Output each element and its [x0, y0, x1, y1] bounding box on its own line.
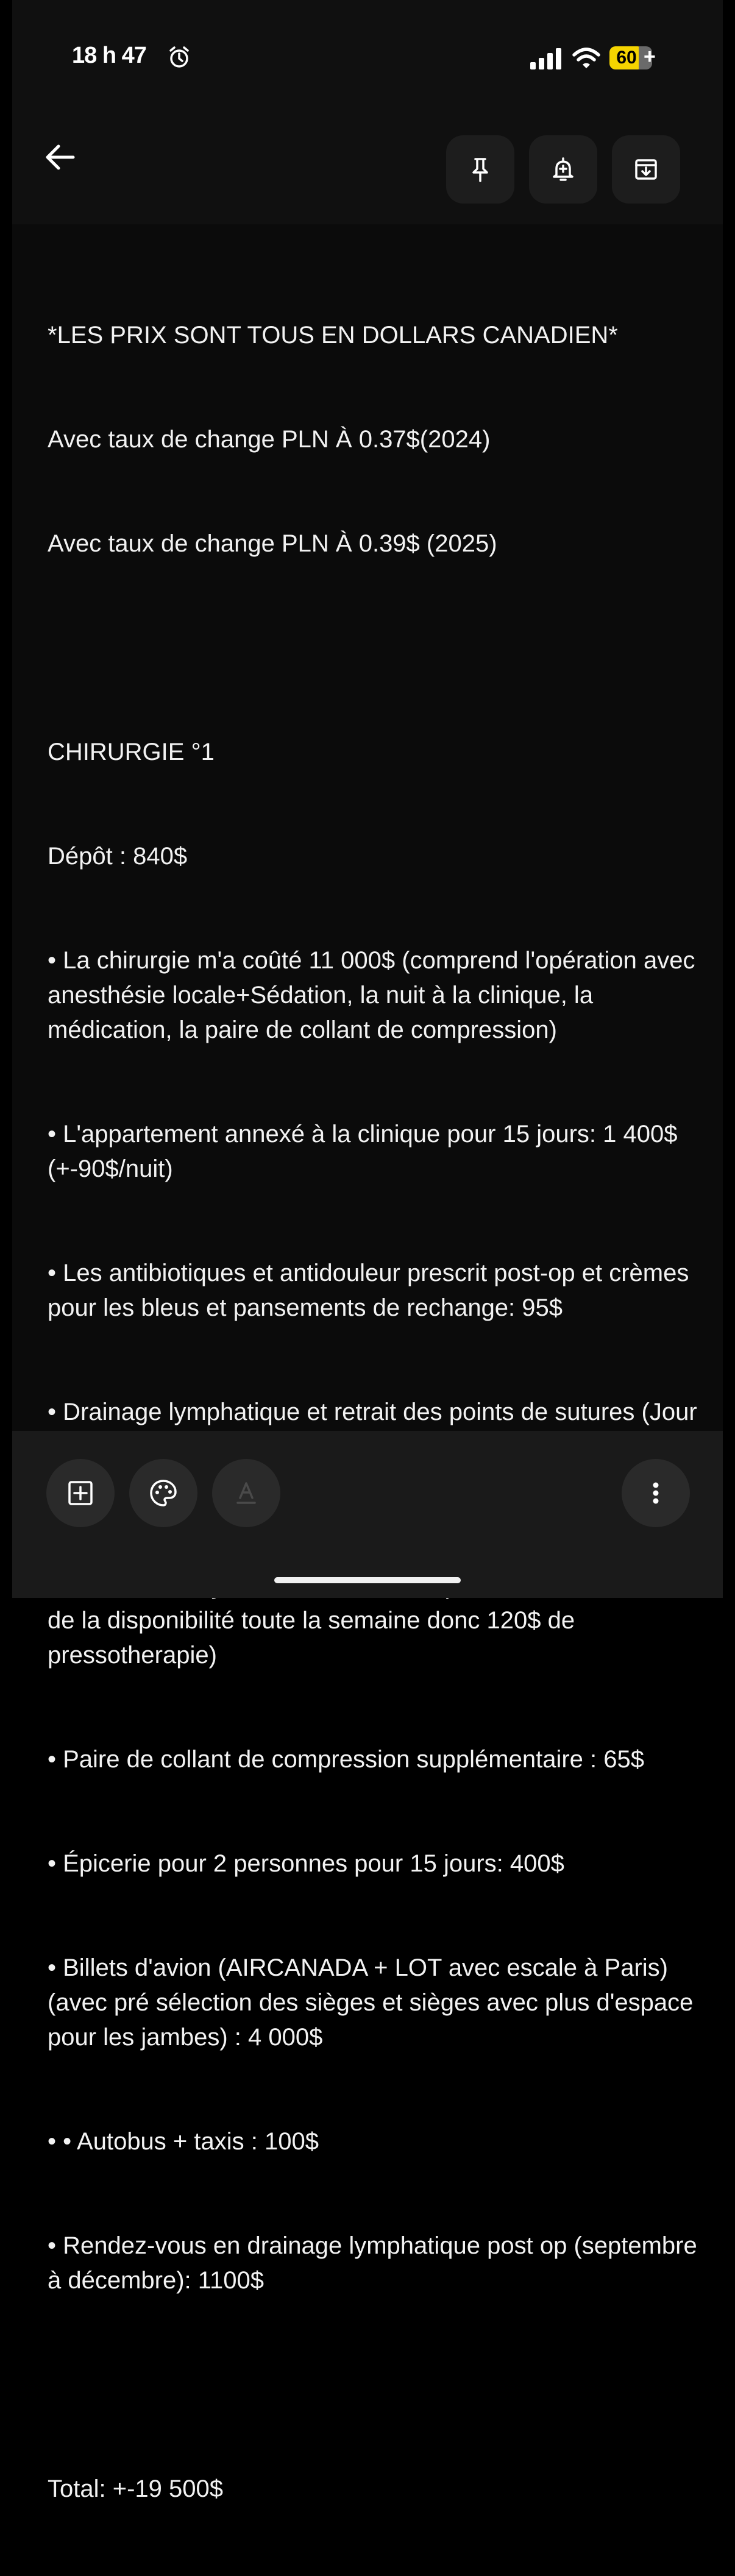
- pin-button[interactable]: [446, 135, 514, 204]
- alarm-icon: [167, 45, 191, 69]
- color-palette-button[interactable]: [129, 1459, 197, 1527]
- palette-icon: [147, 1477, 179, 1509]
- note-line: Avec taux de change PLN À 0.37$(2024): [48, 426, 491, 453]
- battery-indicator: [609, 45, 656, 71]
- list-item: de la disponibilité toute la semaine donc 120$ de pressotherapie): [48, 1607, 575, 1669]
- home-indicator[interactable]: [274, 1577, 461, 1583]
- more-options-button[interactable]: [622, 1459, 690, 1527]
- more-vertical-icon: [640, 1477, 672, 1509]
- deposit-line: Dépôt : 840$: [48, 843, 188, 870]
- list-item: • La chirurgie m'a coûté 11 000$ (comprend l'opération avec anesthésie locale+Sédation, la nuit à la clinique, la médication, la paire de collant de compression): [48, 947, 702, 1043]
- blank-line: [48, 631, 700, 665]
- total-line: Total: +-19 500$: [48, 2475, 223, 2502]
- note-text[interactable]: [48, 249, 704, 2576]
- pin-icon: [466, 155, 494, 183]
- status-bar: [12, 0, 723, 116]
- note-body[interactable]: [12, 224, 723, 2502]
- list-item: • Épicerie pour 2 personnes pour 15 jours: 400$: [48, 1850, 564, 1877]
- battery-level: 60: [616, 48, 637, 68]
- status-time: 18 h 47: [72, 43, 146, 68]
- battery-charging-plus: +: [644, 45, 656, 68]
- arrow-left-icon[interactable]: [41, 139, 78, 176]
- archive-icon: [632, 155, 660, 183]
- list-item: • Billets d'avion (AIRCANADA + LOT avec escale à Paris) (avec pré sélection des sièges et sièges avec plus d'espace pour les jambes) : 4 000$: [48, 1954, 700, 2051]
- list-item: • • Autobus + taxis : 100$: [48, 2128, 319, 2155]
- note-line: Avec taux de change PLN À 0.39$ (2025): [48, 530, 497, 557]
- list-item: • Drainage lymphatique et retrait des points de sutures (Jour: [48, 1399, 697, 1425]
- reminder-button[interactable]: [529, 135, 597, 204]
- blank-line: [48, 2368, 700, 2402]
- text-format-button[interactable]: [212, 1459, 280, 1527]
- bottom-toolbar: [12, 1431, 723, 1598]
- archive-button[interactable]: [612, 135, 680, 204]
- add-box-icon: [65, 1477, 96, 1509]
- list-item: • Rendez-vous en drainage lymphatique post op (septembre à décembre): 1100$: [48, 2232, 704, 2294]
- list-item: • L'appartement annexé à la clinique pour 15 jours: 1 400$ (+-90$/nuit): [48, 1121, 684, 1182]
- wifi-icon: [572, 46, 601, 69]
- section-title: CHIRURGIE °1: [48, 739, 215, 765]
- add-button[interactable]: [46, 1459, 115, 1527]
- list-item: • Paire de collant de compression supplémentaire : 65$: [48, 1746, 645, 1773]
- cellular-signal-icon: [529, 48, 563, 69]
- note-line: *LES PRIX SONT TOUS EN DOLLARS CANADIEN*: [48, 322, 618, 349]
- list-item: • Les antibiotiques et antidouleur prescrit post-op et crèmes pour les bleus et pansements de rechange: 95$: [48, 1260, 696, 1321]
- bell-plus-icon: [549, 155, 577, 183]
- text-format-icon: [230, 1477, 262, 1509]
- app-frame: [12, 0, 723, 2502]
